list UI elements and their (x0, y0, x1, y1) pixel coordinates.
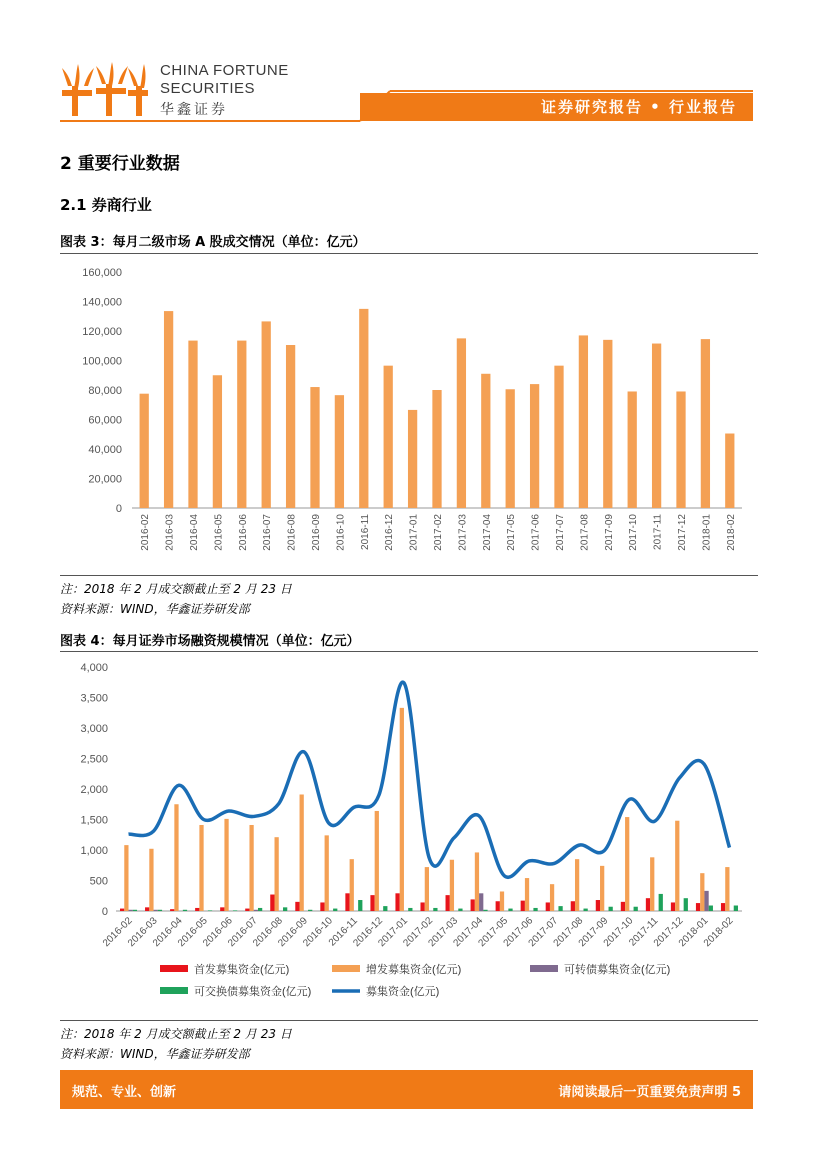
additional-issue-funds-bar (500, 891, 504, 911)
x-tick-label: 2016-08 (251, 915, 285, 950)
additional-issue-funds-bar (400, 708, 404, 911)
turnover-bar (262, 321, 271, 508)
page-footer (60, 1069, 753, 1109)
ipo-funds-bar (721, 903, 725, 911)
legend-ipo-swatch (160, 965, 188, 972)
additional-issue-funds-bar (375, 811, 379, 911)
exchangeable-bond-funds-bar (383, 906, 387, 911)
exchangeable-bond-funds-bar (583, 909, 587, 911)
y-tick-label: 1,000 (80, 845, 108, 857)
ipo-funds-bar (245, 909, 249, 911)
x-tick-label: 2017-05 (506, 514, 518, 551)
ipo-funds-bar (546, 902, 550, 911)
subsection-title: 2.1 券商行业 (60, 196, 152, 214)
convertible-bond-funds-bar (704, 891, 708, 911)
exchangeable-bond-funds-bar (483, 910, 487, 911)
x-tick-label: 2017-10 (601, 915, 636, 950)
additional-issue-funds-bar (550, 884, 554, 911)
company-name-en-1: CHINA FORTUNE (160, 62, 289, 79)
additional-issue-funds-bar (650, 857, 654, 911)
exchangeable-bond-funds-bar (133, 910, 137, 911)
x-tick-label: 2016-02 (100, 915, 135, 950)
ipo-funds-bar (345, 893, 349, 911)
x-tick-label: 2016-04 (189, 514, 200, 551)
x-tick-label: 2017-09 (603, 514, 615, 551)
turnover-bar (603, 340, 612, 508)
x-tick-label: 2017-08 (551, 915, 586, 950)
turnover-bar (384, 366, 393, 508)
x-tick-label: 2018-01 (676, 915, 711, 950)
y-tick-label: 120,000 (82, 326, 122, 338)
ipo-funds-bar (596, 900, 600, 911)
x-tick-label: 2016-09 (276, 915, 310, 950)
y-tick-label: 100,000 (82, 355, 122, 368)
x-tick-label: 2017-04 (481, 514, 493, 551)
legend-ipo-label: 首发募集资金(亿元) (194, 964, 290, 976)
figure3-note: 注：2018 年 2 月成交额截止至 2 月 23 日 (60, 582, 292, 596)
additional-issue-funds-bar (350, 859, 354, 911)
x-tick-label: 2018-01 (701, 514, 713, 551)
additional-issue-funds-bar (174, 804, 178, 911)
ipo-funds-bar (320, 902, 324, 911)
x-tick-label: 2016-12 (351, 915, 386, 950)
exchangeable-bond-funds-bar (433, 908, 437, 911)
y-tick-label: 3,500 (80, 692, 108, 705)
figure4-source: 资料来源：WIND，华鑫证券研发部 (60, 1047, 250, 1061)
ipo-funds-bar (270, 895, 274, 911)
x-tick-label: 2016-08 (286, 514, 298, 551)
y-tick-label: 3,000 (80, 723, 108, 735)
exchangeable-bond-funds-bar (634, 907, 638, 911)
turnover-bar (554, 366, 563, 508)
legend-exchangeable-bond-swatch (160, 987, 188, 994)
y-tick-label: 0 (101, 906, 108, 918)
x-tick-label: 2016-07 (262, 514, 274, 551)
y-tick-label: 2,000 (80, 784, 108, 796)
x-tick-label: 2016-02 (140, 514, 152, 551)
exchangeable-bond-funds-bar (183, 910, 187, 911)
figure4-note: 注：2018 年 2 月成交额截止至 2 月 23 日 (60, 1027, 292, 1041)
company-name-cn: 华鑫证券 (160, 102, 228, 118)
monthly-financing-scale-chart (60, 653, 758, 1020)
ipo-funds-bar (195, 908, 199, 911)
turnover-bar (530, 384, 539, 508)
exchangeable-bond-funds-bar (358, 900, 362, 911)
x-tick-label: 2017-02 (401, 915, 436, 950)
y-tick-label: 500 (89, 875, 108, 888)
additional-issue-funds-bar (600, 866, 604, 911)
y-tick-label: 80,000 (88, 385, 122, 397)
turnover-bar (676, 391, 685, 508)
additional-issue-funds-bar (425, 867, 429, 911)
exchangeable-bond-funds-bar (458, 909, 462, 911)
x-tick-label: 2016-06 (237, 514, 249, 551)
turnover-bar (237, 341, 246, 508)
convertible-bond-funds-bar (129, 910, 133, 911)
turnover-bar (310, 387, 319, 508)
y-tick-label: 0 (115, 503, 122, 515)
additional-issue-funds-bar (475, 852, 479, 911)
turnover-bar (579, 335, 588, 508)
section-title: 2 重要行业数据 (60, 154, 180, 174)
additional-issue-funds-bar (525, 878, 529, 911)
ipo-funds-bar (621, 902, 625, 911)
turnover-bar (140, 394, 149, 508)
x-tick-label: 2016-05 (213, 514, 225, 551)
x-tick-label: 2017-03 (426, 915, 461, 950)
report-type-banner: 证券研究报告 • 行业报告 (360, 93, 753, 121)
ipo-funds-bar (446, 895, 450, 911)
x-tick-label: 2016-09 (311, 514, 322, 551)
exchangeable-bond-funds-bar (308, 910, 312, 911)
x-tick-label: 2016-05 (176, 915, 210, 950)
exchangeable-bond-funds-bar (659, 894, 663, 911)
ipo-funds-bar (145, 907, 149, 911)
additional-issue-funds-bar (700, 873, 704, 911)
x-tick-label: 2017-12 (677, 514, 688, 551)
x-tick-label: 2017-05 (476, 915, 511, 950)
additional-issue-funds-bar (249, 825, 253, 911)
additional-issue-funds-bar (675, 821, 679, 911)
figure3-bottom-rule (60, 575, 758, 576)
x-tick-label: 2017-11 (627, 915, 661, 949)
legend-convertible-bond-swatch (530, 965, 558, 972)
turnover-bar (725, 434, 734, 508)
exchangeable-bond-funds-bar (208, 910, 212, 911)
x-tick-label: 2016-10 (335, 514, 347, 551)
y-tick-label: 40,000 (88, 444, 122, 456)
x-tick-label: 2016-06 (201, 915, 235, 950)
legend-additional-issue-label: 增发募集资金(亿元) (366, 964, 462, 976)
turnover-bar (432, 390, 441, 508)
ipo-funds-bar (295, 902, 299, 911)
x-tick-label: 2016-03 (125, 915, 160, 950)
legend-additional-issue-swatch (332, 965, 360, 972)
convertible-bond-funds-bar (254, 910, 258, 911)
x-tick-label: 2017-03 (457, 514, 469, 551)
convertible-bond-funds-bar (479, 893, 483, 911)
x-tick-label: 2017-06 (501, 915, 536, 950)
x-tick-label: 2017-01 (376, 915, 411, 950)
additional-issue-funds-bar (725, 867, 729, 911)
turnover-bar (335, 395, 344, 508)
y-tick-label: 4,000 (80, 662, 108, 674)
ipo-funds-bar (646, 898, 650, 911)
additional-issue-funds-bar (300, 794, 304, 911)
exchangeable-bond-funds-bar (508, 909, 512, 911)
additional-issue-funds-bar (224, 819, 228, 911)
figure3-title: 图表 3：每月二级市场 A 股成交情况（单位：亿元） (60, 235, 366, 250)
exchangeable-bond-funds-bar (233, 910, 237, 911)
figure4-top-rule (60, 651, 758, 652)
exchangeable-bond-funds-bar (408, 908, 412, 911)
turnover-bar (652, 344, 661, 508)
x-tick-label: 2017-11 (652, 514, 664, 550)
exchangeable-bond-funds-bar (684, 898, 688, 911)
turnover-bar (506, 389, 515, 508)
turnover-bar (701, 339, 710, 508)
exchangeable-bond-funds-bar (558, 906, 562, 911)
legend-convertible-bond-label: 可转债募集资金(亿元) (564, 964, 671, 976)
additional-issue-funds-bar (625, 817, 629, 911)
ipo-funds-bar (521, 901, 525, 911)
turnover-bar (457, 338, 466, 508)
turnover-bar (286, 345, 295, 508)
total-funds-line (129, 682, 730, 877)
legend-exchangeable-bond-label: 可交换债募集资金(亿元) (194, 986, 312, 998)
convertible-bond-funds-bar (154, 910, 158, 911)
x-tick-label: 2017-04 (451, 915, 486, 950)
y-tick-label: 1,500 (80, 814, 108, 827)
x-tick-label: 2017-07 (526, 915, 561, 950)
monthly-a-share-turnover-chart (60, 255, 758, 575)
turnover-bar (188, 341, 197, 508)
x-tick-label: 2016-12 (384, 514, 396, 551)
additional-issue-funds-bar (275, 837, 279, 911)
exchangeable-bond-funds-bar (734, 906, 738, 911)
figure3-source: 资料来源：WIND，华鑫证券研发部 (60, 602, 250, 616)
x-tick-label: 2017-12 (651, 915, 686, 950)
y-tick-label: 160,000 (82, 267, 122, 279)
x-tick-label: 2017-02 (433, 514, 444, 551)
additional-issue-funds-bar (199, 825, 203, 911)
ipo-funds-bar (170, 909, 174, 911)
additional-issue-funds-bar (450, 860, 454, 911)
x-tick-label: 2016-07 (226, 915, 260, 950)
ipo-funds-bar (395, 893, 399, 911)
ipo-funds-bar (696, 903, 700, 911)
ipo-funds-bar (671, 902, 675, 911)
figure4-title: 图表 4：每月证券市场融资规模情况（单位：亿元） (60, 634, 360, 649)
x-tick-label: 2016-11 (359, 514, 371, 550)
ipo-funds-bar (120, 909, 124, 911)
y-tick-label: 2,500 (80, 753, 108, 766)
x-tick-label: 2017-06 (530, 514, 542, 551)
x-tick-label: 2016-10 (301, 915, 335, 950)
exchangeable-bond-funds-bar (609, 907, 613, 911)
footer-slogan: 规范、专业、创新 (72, 1085, 177, 1100)
figure3-top-rule (60, 253, 758, 254)
ipo-funds-bar (220, 907, 224, 911)
exchangeable-bond-funds-bar (533, 908, 537, 911)
turnover-bar (481, 374, 490, 508)
additional-issue-funds-bar (124, 845, 128, 911)
exchangeable-bond-funds-bar (258, 908, 262, 911)
exchangeable-bond-funds-bar (333, 909, 337, 911)
y-tick-label: 60,000 (88, 414, 122, 427)
ipo-funds-bar (571, 901, 575, 911)
turnover-bar (359, 309, 368, 508)
x-tick-label: 2017-07 (555, 514, 566, 551)
x-tick-label: 2018-02 (725, 514, 737, 551)
legend-total-funds-label: 募集资金(亿元) (366, 986, 440, 998)
turnover-bar (628, 391, 637, 508)
figure4-bottom-rule (60, 1020, 758, 1021)
turnover-bar (408, 410, 417, 508)
turnover-bar (164, 311, 173, 508)
y-tick-label: 20,000 (88, 473, 122, 486)
additional-issue-funds-bar (575, 859, 579, 911)
x-tick-label: 2017-09 (576, 915, 611, 950)
ipo-funds-bar (471, 899, 475, 911)
exchangeable-bond-funds-bar (709, 906, 713, 911)
additional-issue-funds-bar (149, 849, 153, 911)
turnover-bar (213, 375, 222, 508)
x-tick-label: 2016-11 (326, 915, 361, 949)
x-tick-label: 2016-03 (164, 514, 176, 551)
x-tick-label: 2017-01 (408, 514, 420, 551)
ipo-funds-bar (496, 901, 500, 911)
exchangeable-bond-funds-bar (158, 910, 162, 911)
footer-disclaimer: 请阅读最后一页重要免责声明 5 (558, 1085, 741, 1100)
x-tick-label: 2017-08 (579, 514, 591, 551)
x-tick-label: 2016-04 (150, 915, 185, 950)
ipo-funds-bar (370, 895, 374, 911)
ipo-funds-bar (420, 902, 424, 911)
additional-issue-funds-bar (325, 835, 329, 911)
y-tick-label: 140,000 (82, 296, 122, 309)
exchangeable-bond-funds-bar (283, 907, 287, 911)
company-name-en-2: SECURITIES (160, 80, 256, 97)
x-tick-label: 2018-02 (701, 915, 736, 950)
x-tick-label: 2017-10 (628, 514, 640, 551)
